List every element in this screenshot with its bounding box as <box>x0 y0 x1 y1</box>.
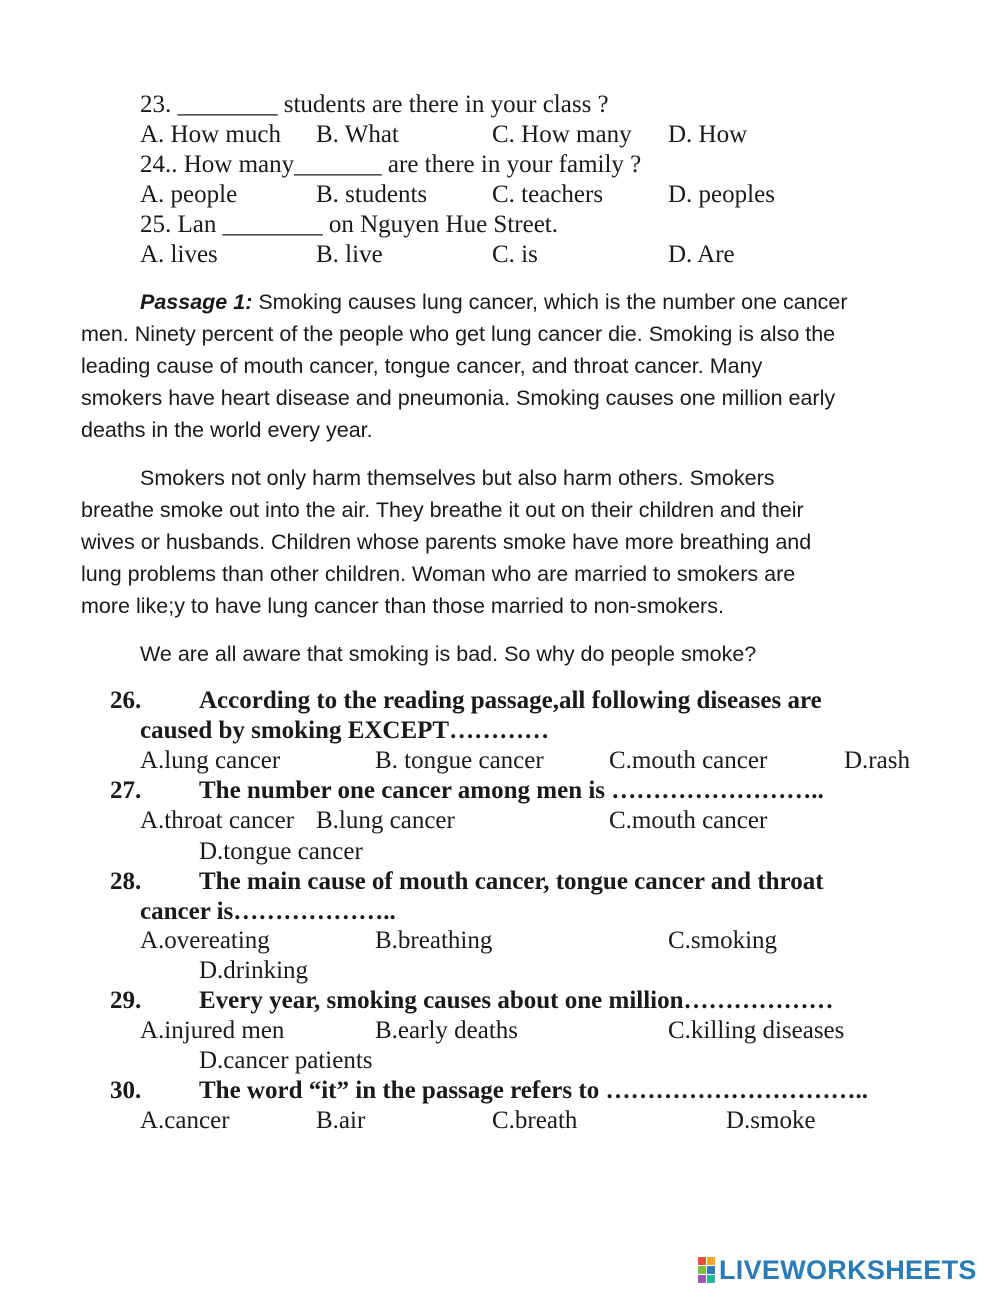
q25-option-d[interactable]: D. Are <box>668 241 735 268</box>
passage-p1-line: smokers have heart disease and pneumonia. Smoking causes one million early <box>81 386 836 410</box>
passage-p3-line: We are all aware that smoking is bad. So why do people smoke? <box>140 642 757 666</box>
question-27-number: 27. <box>110 777 142 804</box>
question-30-stem: The word “it” in the passage refers to ………………………….. <box>199 1077 868 1104</box>
q26-option-d[interactable]: D.rash <box>844 747 910 774</box>
question-29-stem: Every year, smoking causes about one million……………… <box>199 987 834 1014</box>
q23-option-d[interactable]: D. How <box>668 121 748 148</box>
q24-option-b[interactable]: B. students <box>316 181 428 208</box>
passage-p1-line: leading cause of mouth cancer, tongue cancer, and throat cancer. Many <box>81 354 763 378</box>
q30-option-d[interactable]: D.smoke <box>726 1107 816 1134</box>
liveworksheets-logo[interactable] <box>698 1255 977 1285</box>
q29-option-c[interactable]: C.killing diseases <box>668 1017 845 1044</box>
q29-option-a[interactable]: A.injured men <box>140 1017 285 1044</box>
q28-option-a[interactable]: A.overeating <box>140 927 270 954</box>
q25-option-b[interactable]: B. live <box>316 241 383 268</box>
q29-option-d[interactable]: D.cancer patients <box>199 1047 373 1074</box>
q23-option-c[interactable]: C. How many <box>492 121 632 148</box>
passage-p2-line: more like;y to have lung cancer than those married to non-smokers. <box>81 594 724 618</box>
passage-paragraph-2 <box>81 462 931 622</box>
question-29-number: 29. <box>110 987 142 1014</box>
q23-option-b[interactable]: B. What <box>316 121 399 148</box>
q30-option-a[interactable]: A.cancer <box>140 1107 230 1134</box>
question-28-stem: The main cause of mouth cancer, tongue cancer and throat <box>199 868 824 895</box>
q30-option-c[interactable]: C.breath <box>492 1107 578 1134</box>
passage-p2-line: breathe smoke out into the air. They breathe it out on their children and their <box>81 498 804 522</box>
q24-option-c[interactable]: C. teachers <box>492 181 604 208</box>
question-28-number: 28. <box>110 868 142 895</box>
q26-option-b[interactable]: B. tongue cancer <box>375 747 544 774</box>
q25-option-c[interactable]: C. is <box>492 241 538 268</box>
q26-option-a[interactable]: A.lung cancer <box>140 747 281 774</box>
q30-option-b[interactable]: B.air <box>316 1107 366 1134</box>
question-26-number: 26. <box>110 687 142 714</box>
question-24-stem: 24.. How many_______ are there in your family ? <box>140 151 642 178</box>
passage-p2-line: wives or husbands. Children whose parents smoke have more breathing and <box>81 530 812 554</box>
passage-p1-line: men. Ninety percent of the people who get lung cancer die. Smoking is also the <box>81 322 836 346</box>
question-26-stem-cont: caused by smoking EXCEPT………… <box>140 717 550 744</box>
q27-option-d[interactable]: D.tongue cancer <box>199 838 363 865</box>
q23-option-a[interactable]: A. How much <box>140 121 281 148</box>
question-26-stem: According to the reading passage,all following diseases are <box>199 687 822 714</box>
passage-paragraph-1 <box>81 286 931 446</box>
q28-option-d[interactable]: D.drinking <box>199 957 309 984</box>
question-30-number: 30. <box>110 1077 142 1104</box>
q27-option-c[interactable]: C.mouth cancer <box>609 807 768 834</box>
q28-option-b[interactable]: B.breathing <box>375 927 493 954</box>
passage-paragraph-3 <box>81 638 931 670</box>
passage-p1-line: Passage 1: Smoking causes lung cancer, which is the number one cancer <box>140 290 848 314</box>
q26-option-c[interactable]: C.mouth cancer <box>609 747 768 774</box>
liveworksheets-logo-text: LIVEWORKSHEETS <box>719 1254 977 1285</box>
q28-option-c[interactable]: C.smoking <box>668 927 778 954</box>
liveworksheets-logo-icon <box>698 1257 715 1283</box>
passage-p1-line: deaths in the world every year. <box>81 418 373 442</box>
passage-label: Passage 1: <box>140 290 253 314</box>
passage-p2-line: lung problems than other children. Woman who are married to smokers are <box>81 562 796 586</box>
q27-option-a[interactable]: A.throat cancer <box>140 807 295 834</box>
q25-option-a[interactable]: A. lives <box>140 241 218 268</box>
q24-option-a[interactable]: A. people <box>140 181 238 208</box>
q24-option-d[interactable]: D. peoples <box>668 181 775 208</box>
question-23-stem: 23. ________ students are there in your class ? <box>140 91 609 118</box>
passage-p2-line: Smokers not only harm themselves but also harm others. Smokers <box>140 466 775 490</box>
q27-option-b[interactable]: B.lung cancer <box>316 807 455 834</box>
question-28-stem-cont: cancer is……………….. <box>140 898 396 925</box>
question-25-stem: 25. Lan ________ on Nguyen Hue Street. <box>140 211 558 238</box>
q29-option-b[interactable]: B.early deaths <box>375 1017 519 1044</box>
question-27-stem: The number one cancer among men is …………………….. <box>199 777 824 804</box>
